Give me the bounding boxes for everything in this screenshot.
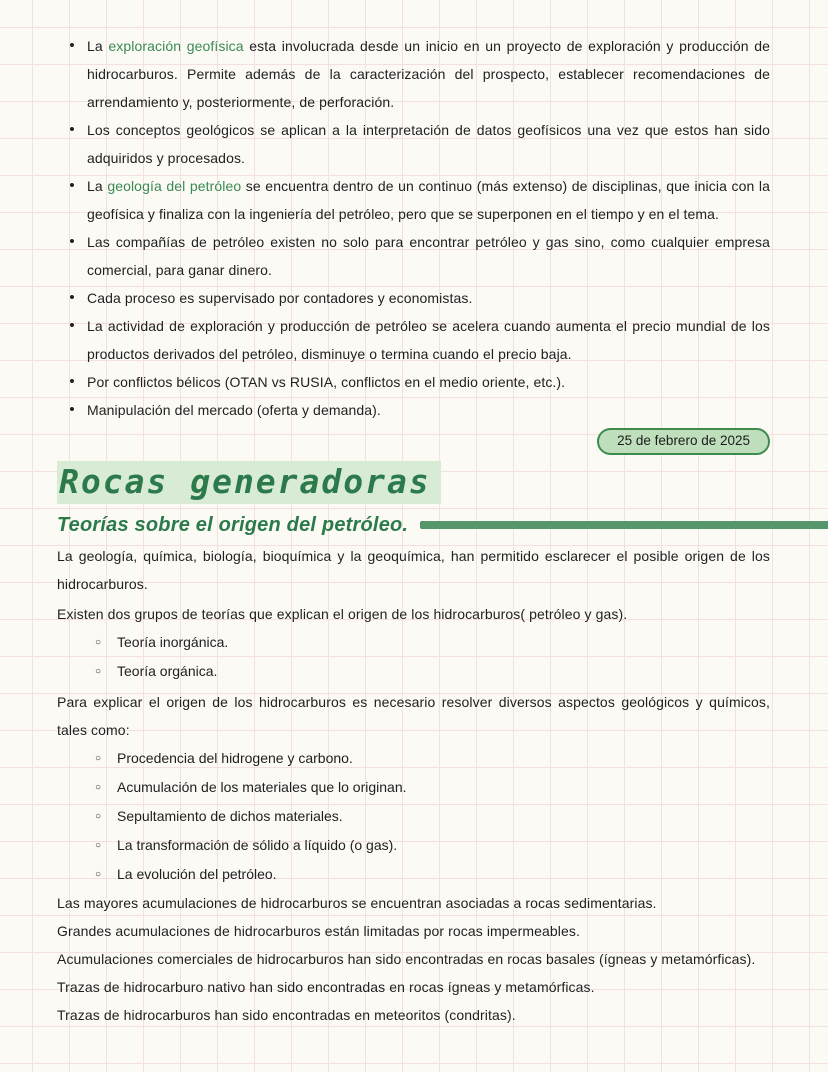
- sub-bullet-item: [95, 802, 770, 831]
- sub-bullet-text: Procedencia del hidrogene y carbono.: [117, 750, 353, 766]
- sub-bullet-item: [95, 860, 770, 889]
- closing-line: Las mayores acumulaciones de hidrocarburos se encuentran asociadas a rocas sedimentarias.: [57, 895, 657, 911]
- bullet-marker-icon: •: [69, 289, 75, 306]
- bullet-item: [57, 312, 770, 368]
- bullet-text-plain: Las compañías de petróleo existen no solo para encontrar petróleo y gas sino, como cualquier empresa comercial, para ganar dinero.: [87, 234, 770, 278]
- bullet-text-plain: Los conceptos geológicos se aplican a la interpretación de datos geofísicos una vez que estos han sido adquiridos y procesados.: [87, 122, 770, 166]
- bullet-text-green: geología del petróleo: [107, 178, 242, 194]
- paragraph: La geología, química, biología, bioquímica y la geoquímica, han permitido esclarecer el posible origen de los hidrocarburos.: [57, 548, 770, 592]
- bullet-text: [87, 172, 770, 228]
- bullet-text-plain: La actividad de exploración y producción de petróleo se acelera cuando aumenta el precio mundial de los productos derivados del petróleo, disminuye o termina cuando el precio baja.: [87, 318, 770, 362]
- section-heading: Teorías sobre el origen del petróleo.: [57, 513, 409, 536]
- bullet-item: [57, 172, 770, 228]
- bullet-marker-icon: •: [69, 373, 75, 390]
- bullet-item: [57, 396, 770, 424]
- circle-marker-icon: ○: [95, 753, 102, 764]
- circle-marker-icon: ○: [95, 869, 102, 880]
- sub-bullet-text: La transformación de sólido a líquido (o gas).: [117, 837, 398, 853]
- section-heading-row: [57, 510, 828, 540]
- sub-bullet-text: La evolución del petróleo.: [117, 866, 277, 882]
- bullet-text-plain: Por conflictos bélicos (OTAN vs RUSIA, conflictos en el medio oriente, etc.).: [87, 374, 566, 390]
- bullet-text: [87, 312, 770, 368]
- circle-marker-icon: ○: [95, 811, 102, 822]
- sub-bullet-item: [95, 657, 770, 686]
- paragraph: Existen dos grupos de teorías que explican el origen de los hidrocarburos( petróleo y gas).: [57, 606, 628, 622]
- closing-line: Grandes acumulaciones de hidrocarburos están limitadas por rocas impermeables.: [57, 923, 580, 939]
- bullet-text-plain: se encuentra dentro de un continuo (más extenso) de disciplinas, que inicia con la geofísica y finaliza con la ingeniería del petróleo, pero que se superponen en el tiempo y en el tema.: [87, 178, 770, 222]
- date-badge-row: [57, 428, 770, 456]
- date-badge: 25 de febrero de 2025: [597, 428, 770, 455]
- circle-marker-icon: ○: [95, 637, 102, 648]
- page-title-text: Rocas generadoras: [57, 461, 441, 504]
- page-title: [57, 460, 770, 504]
- sub-bullet-text: Acumulación de los materiales que lo originan.: [117, 779, 407, 795]
- circle-marker-icon: ○: [95, 782, 102, 793]
- bullet-text: [87, 32, 770, 116]
- paragraph: Para explicar el origen de los hidrocarburos es necesario resolver diversos aspectos geológicos y químicos, tales como:: [57, 694, 770, 738]
- bullet-text: [87, 396, 770, 424]
- bullet-text: [87, 228, 770, 284]
- sub-bullet-list-aspects: [57, 744, 770, 889]
- sub-bullet-text: Sepultamiento de dichos materiales.: [117, 808, 343, 824]
- bullet-text-plain: esta involucrada desde un inicio en un proyecto de exploración y producción de hidrocarburos. Permite además de la caracterización del prospecto, establecer recomendaciones de arrendamiento y, posteriormente, de perforación.: [87, 38, 770, 110]
- bullet-text-plain: Manipulación del mercado (oferta y demanda).: [87, 402, 381, 418]
- bullet-item: [57, 228, 770, 284]
- sub-bullet-text: Teoría inorgánica.: [117, 634, 229, 650]
- bullet-marker-icon: •: [69, 401, 75, 418]
- bullet-text: [87, 116, 770, 172]
- bullet-text-green: exploración geofísica: [108, 38, 244, 54]
- bullet-marker-icon: •: [69, 37, 75, 54]
- bullet-item: [57, 368, 770, 396]
- sub-bullet-text: Teoría orgánica.: [117, 663, 218, 679]
- closing-line: Trazas de hidrocarburo nativo han sido encontradas en rocas ígneas y metamórficas.: [57, 979, 595, 995]
- bullet-text-plain: Cada proceso es supervisado por contadores y economistas.: [87, 290, 473, 306]
- bullet-item: [57, 32, 770, 116]
- sub-bullet-item: [95, 831, 770, 860]
- bullet-marker-icon: •: [69, 317, 75, 334]
- bullet-list: [57, 32, 770, 424]
- bullet-text: [87, 368, 770, 396]
- bullet-item: [57, 284, 770, 312]
- circle-marker-icon: ○: [95, 666, 102, 677]
- bullet-item: [57, 116, 770, 172]
- section-divider-bar: [420, 521, 828, 529]
- closing-line: Acumulaciones comerciales de hidrocarburos han sido encontradas en rocas basales (ígneas y metamórficas).: [57, 951, 756, 967]
- closing-line: Trazas de hidrocarburos han sido encontradas en meteoritos (condritas).: [57, 1007, 516, 1023]
- sub-bullet-item: [95, 773, 770, 802]
- sub-bullet-item: [95, 744, 770, 773]
- bullet-text-plain: La: [87, 178, 108, 194]
- sub-bullet-list-theories: [57, 628, 770, 686]
- bullet-text: [87, 284, 770, 312]
- bullet-text-plain: La: [87, 38, 109, 54]
- bullet-marker-icon: •: [69, 121, 75, 138]
- circle-marker-icon: ○: [95, 840, 102, 851]
- sub-bullet-item: [95, 628, 770, 657]
- bullet-marker-icon: •: [69, 177, 75, 194]
- bullet-marker-icon: •: [69, 233, 75, 250]
- closing-lines: [57, 889, 770, 1029]
